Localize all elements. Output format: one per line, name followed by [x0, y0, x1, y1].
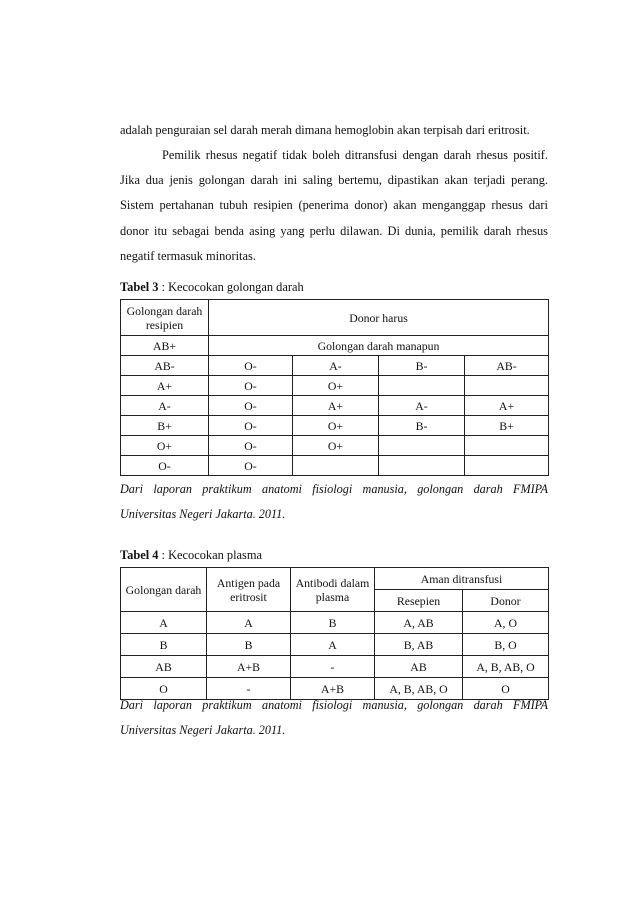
table-cell: O-	[209, 356, 293, 376]
table-cell: A, O	[463, 612, 549, 634]
table-row	[121, 416, 549, 436]
header-donor-harus: Donor harus	[209, 300, 549, 336]
table-4-title: : Kecocokan plasma	[158, 548, 263, 562]
table-cell: A, B, AB, O	[463, 656, 549, 678]
table-cell: -	[291, 656, 375, 678]
table-3-source: Dari laporan praktikum anatomi fisiologi manusia, golongan darah FMIPA Universitas Negeri Jakarta. 2011.	[120, 482, 548, 521]
table-cell: O-	[209, 416, 293, 436]
table-cell: B, AB	[375, 634, 463, 656]
table-cell: O-	[209, 456, 293, 476]
header-resepien: Resepien	[375, 590, 463, 612]
table-cell: B+	[121, 416, 209, 436]
table-3-title: : Kecocokan golongan darah	[158, 280, 304, 294]
table-row	[121, 376, 549, 396]
table-cell: B	[291, 612, 375, 634]
table-cell: A+B	[207, 656, 291, 678]
paragraph-2	[120, 143, 548, 269]
table-cell: A-	[293, 356, 379, 376]
table-4-source: Dari laporan praktikum anatomi fisiologi manusia, golongan darah FMIPA Universitas Negeri Jakarta. 2011.	[120, 698, 548, 737]
table-4-caption	[120, 547, 262, 563]
table-row	[121, 436, 549, 456]
table-cell: O-	[209, 436, 293, 456]
table-cell: -	[207, 678, 291, 700]
table-cell: A+	[465, 396, 549, 416]
table-cell: B, O	[463, 634, 549, 656]
table-cell: O-	[209, 376, 293, 396]
table-cell	[379, 376, 465, 396]
table-3	[120, 299, 549, 476]
header-golongan-darah: Golongan darah	[121, 568, 207, 612]
table-cell: A-	[379, 396, 465, 416]
header-golongan-resipien: Golongan darah resipien	[121, 300, 209, 336]
table-cell	[465, 436, 549, 456]
table-cell: A+	[293, 396, 379, 416]
table-cell	[465, 456, 549, 476]
table-cell: AB-	[465, 356, 549, 376]
table-cell: B-	[379, 356, 465, 376]
table-cell: O+	[293, 416, 379, 436]
table-row	[121, 356, 549, 376]
table-cell: AB+	[121, 336, 209, 356]
table-cell: A-	[121, 396, 209, 416]
table-row	[121, 656, 549, 678]
paragraph-1: adalah penguraian sel darah merah dimana hemoglobin akan terpisah dari eritrosit.	[120, 123, 530, 137]
table-cell: O-	[209, 396, 293, 416]
table-cell: O	[463, 678, 549, 700]
table-row	[121, 634, 549, 656]
header-antigen: Antigen pada eritrosit	[207, 568, 291, 612]
table-cell: A, AB	[375, 612, 463, 634]
table-cell: O-	[121, 456, 209, 476]
table-cell: AB	[121, 656, 207, 678]
table-cell: Golongan darah manapun	[209, 336, 549, 356]
table-4-header-row	[121, 568, 549, 590]
table-cell: A+B	[291, 678, 375, 700]
table-cell: B-	[379, 416, 465, 436]
table-cell	[293, 456, 379, 476]
table-cell: B+	[465, 416, 549, 436]
table-cell	[379, 436, 465, 456]
table-3-header-row	[121, 300, 549, 336]
table-cell	[465, 376, 549, 396]
table-cell: AB	[375, 656, 463, 678]
table-4	[120, 567, 549, 700]
table-row	[121, 396, 549, 416]
table-cell: AB-	[121, 356, 209, 376]
table-cell: A	[121, 612, 207, 634]
header-donor: Donor	[463, 590, 549, 612]
table-row	[121, 612, 549, 634]
table-cell: A+	[121, 376, 209, 396]
header-aman-ditransfusi: Aman ditransfusi	[375, 568, 549, 590]
table-row	[121, 336, 549, 356]
table-cell: O+	[121, 436, 209, 456]
table-cell: A, B, AB, O	[375, 678, 463, 700]
table-3-label: Tabel 3	[120, 280, 159, 294]
table-cell: O	[121, 678, 207, 700]
table-cell: O+	[293, 376, 379, 396]
table-3-caption	[120, 279, 304, 295]
table-row	[121, 456, 549, 476]
table-4-label: Tabel 4	[120, 548, 159, 562]
paragraph-2-text: Pemilik rhesus negatif tidak boleh ditransfusi dengan darah rhesus positif. Jika dua jenis golongan darah ini saling bertemu, dipastikan akan terjadi perang. Sistem pertahanan tubuh resipien (penerima donor) akan menganggap rhesus dari donor itu sebagai benda asing yang perlu dilawan. Di dunia, pemilik darah rhesus negatif termasuk minoritas.	[120, 148, 548, 263]
table-cell: B	[121, 634, 207, 656]
table-cell	[379, 456, 465, 476]
table-cell: A	[291, 634, 375, 656]
table-cell: O+	[293, 436, 379, 456]
table-cell: B	[207, 634, 291, 656]
header-antibodi: Antibodi dalam plasma	[291, 568, 375, 612]
table-cell: A	[207, 612, 291, 634]
